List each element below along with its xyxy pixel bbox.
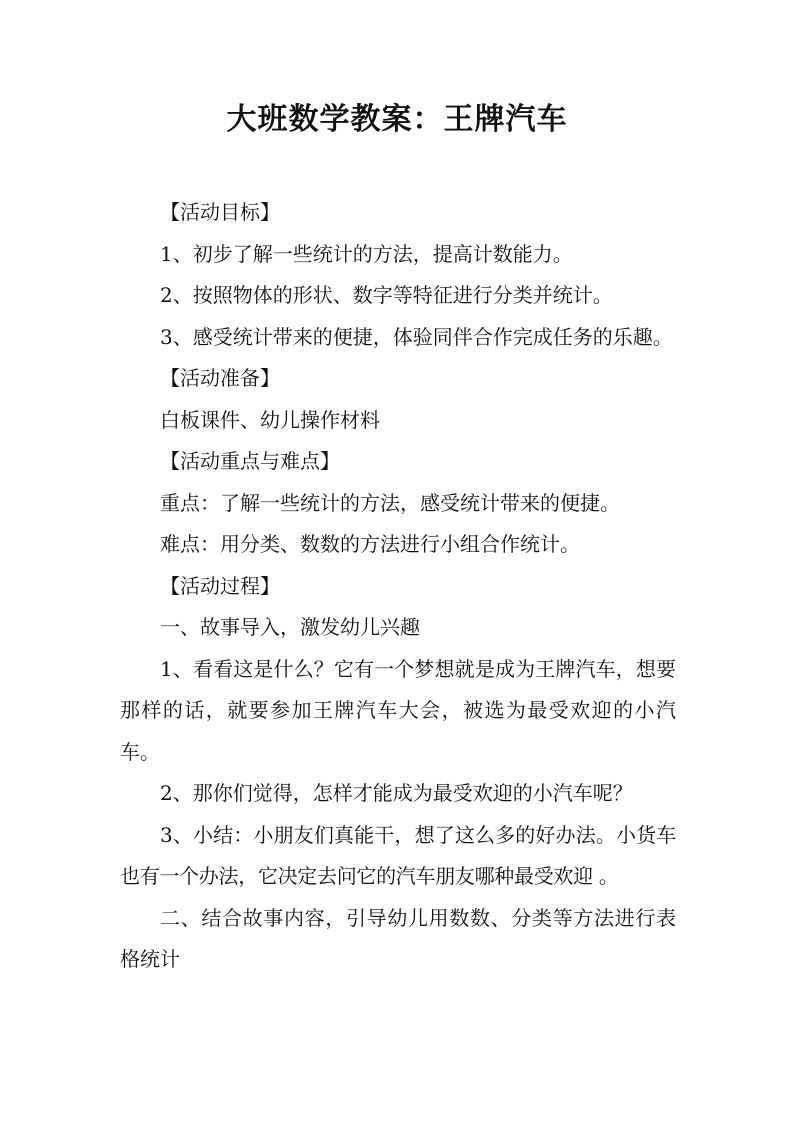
- section-heading-preparation: 【活动准备】: [160, 366, 280, 390]
- paragraph: 难点：用分类、数数的方法进行小组合作统计。: [160, 532, 580, 556]
- section-heading-process: 【活动过程】: [160, 573, 280, 598]
- document-title: 大班数学教案：王牌汽车: [226, 102, 568, 137]
- paragraph: 3、感受统计带来的便捷，体验同伴合作完成任务的乐趣。: [160, 324, 673, 349]
- paragraph: 二、结合故事内容，引导幼儿用数数、分类等方法进行表格统计: [120, 905, 676, 971]
- paragraph: 2、那你们觉得，怎样才能成为最受欢迎的小汽车呢？: [160, 781, 633, 805]
- section-heading-key-points: 【活动重点与难点】: [160, 449, 340, 473]
- document-body: [120, 192, 676, 981]
- paragraph: 一、故事导入，激发幼儿兴趣: [160, 615, 420, 639]
- paragraph: 3、小结：小朋友们真能干，想了这么多的好办法。小货车也有一个办法，它决定去问它的汽车朋友哪种最受欢迎 。: [120, 822, 676, 888]
- paragraph: 白板课件、幼儿操作材料: [160, 407, 380, 432]
- section-heading-goals: 【活动目标】: [160, 200, 280, 224]
- paragraph: 1、初步了解一些统计的方法，提高计数能力。: [160, 241, 573, 266]
- paragraph: 1、看看这是什么？它有一个梦想就是成为王牌汽车，想要那样的话，就要参加王牌汽车大会，被选为最受欢迎的小汽车。: [120, 656, 676, 764]
- paragraph: 2、按照物体的形状、数字等特征进行分类并统计。: [160, 283, 613, 307]
- paragraph: 重点：了解一些统计的方法，感受统计带来的便捷。: [160, 490, 620, 515]
